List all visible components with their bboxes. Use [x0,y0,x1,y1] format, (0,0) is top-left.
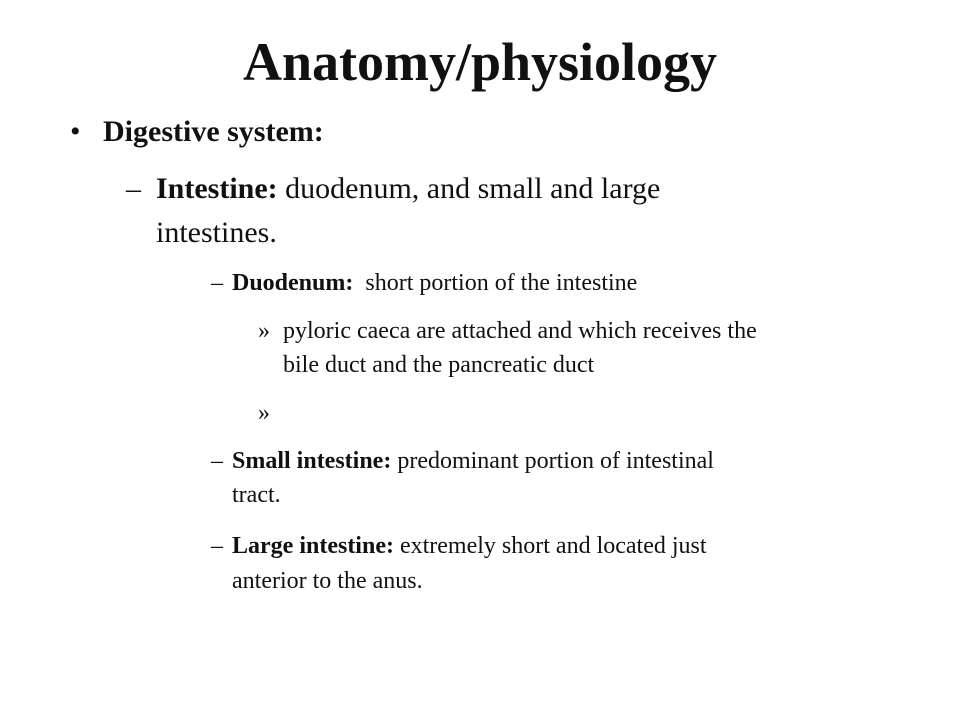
dash-marker: – [211,448,223,474]
large-intestine-text: extremely short and located just [399,533,707,559]
bullet-duodenum [232,268,637,298]
intestine-label: Intestine: [156,172,278,205]
bullet-intestine [156,171,660,207]
bullet-small-intestine [232,446,714,476]
raquo-marker-empty: » [258,400,270,426]
bullet-digestive-system: Digestive system: [103,115,324,148]
dash-marker: – [211,533,223,559]
slide-title: Anatomy/physiology [242,32,718,92]
dash-marker: – [126,172,141,205]
pyloric-caeca-line2: bile duct and the pancreatic duct [283,352,595,378]
duodenum-text: short portion of the intestine [365,270,638,296]
duodenum-label: Duodenum: [232,270,354,296]
large-intestine-label: Large intestine: [232,533,394,559]
bullet-large-intestine [232,531,707,561]
raquo-marker: » [258,318,270,344]
intestine-text-continued: intestines. [156,216,277,249]
small-intestine-text-continued: tract. [232,482,281,508]
small-intestine-label: Small intestine: [232,448,392,474]
bullet-marker: • [70,115,81,148]
dash-marker: – [211,270,223,296]
large-intestine-text-continued: anterior to the anus. [232,568,423,594]
small-intestine-text: predominant portion of intestinal [397,448,714,474]
pyloric-caeca-line1: pyloric caeca are attached and which receives the [283,318,757,344]
intestine-text: duodenum, and small and large [285,172,661,205]
